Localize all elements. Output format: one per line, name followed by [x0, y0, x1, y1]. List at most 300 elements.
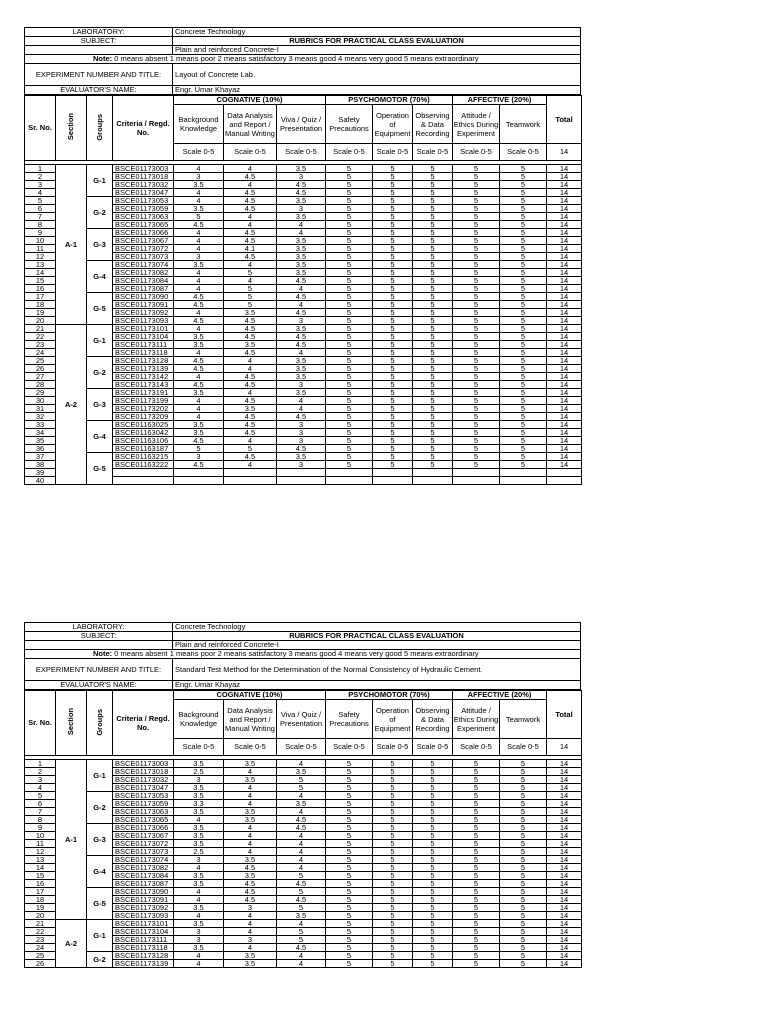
sr-no-cell: 18: [25, 896, 56, 904]
operation-score: 5: [373, 269, 413, 277]
viva-quiz-score: 4.5: [277, 944, 326, 952]
operation-score: 5: [373, 808, 413, 816]
viva-quiz-score: 3.5: [277, 269, 326, 277]
attitude-score: 5: [453, 165, 500, 173]
observing-score: 5: [413, 808, 453, 816]
background-knowledge-score: 4: [174, 285, 224, 293]
group-cell: G-3: [87, 389, 113, 421]
observing-score: 5: [413, 373, 453, 381]
attitude-score: 5: [453, 357, 500, 365]
background-knowledge-score: 3.5: [174, 760, 224, 768]
total-cell: 14: [547, 445, 582, 453]
total-cell: 14: [547, 768, 582, 776]
operation-score: 5: [373, 317, 413, 325]
total-cell: 14: [547, 856, 582, 864]
data-analysis-score: 4.5: [224, 189, 277, 197]
regd-no-cell: BSCE01173118: [113, 944, 174, 952]
total-cell: 14: [547, 165, 582, 173]
sr-no-cell: 1: [25, 760, 56, 768]
total-cell: 14: [547, 928, 582, 936]
operation-score: 5: [373, 165, 413, 173]
viva-quiz-score: 3: [277, 461, 326, 469]
group-cell: G-3: [87, 229, 113, 261]
data-analysis-score: 4: [224, 437, 277, 445]
operation-score: 5: [373, 325, 413, 333]
safety-score: 5: [326, 421, 373, 429]
safety-score: [326, 477, 373, 485]
regd-no-cell: BSCE01173139: [113, 960, 174, 968]
safety-score: [326, 469, 373, 477]
regd-no-cell: BSCE01173072: [113, 245, 174, 253]
affective-header: AFFECTIVE (20%): [453, 96, 547, 105]
total-cell: 14: [547, 461, 582, 469]
teamwork-score: 5: [500, 333, 547, 341]
observing-score: 5: [413, 800, 453, 808]
background-knowledge-score: 3.5: [174, 261, 224, 269]
regd-no-cell: BSCE01173111: [113, 936, 174, 944]
viva-quiz-score: 5: [277, 936, 326, 944]
attitude-score: [453, 477, 500, 485]
regd-no-cell: BSCE01173143: [113, 381, 174, 389]
table-row: [25, 952, 582, 960]
background-knowledge-score: 3.5: [174, 181, 224, 189]
background-knowledge-header: Background Knowledge: [174, 700, 224, 739]
operation-score: 5: [373, 421, 413, 429]
teamwork-score: 5: [500, 237, 547, 245]
safety-score: 5: [326, 840, 373, 848]
total-cell: 14: [547, 880, 582, 888]
attitude-score: 5: [453, 325, 500, 333]
regd-no-cell: BSCE01173101: [113, 920, 174, 928]
operation-score: 5: [373, 944, 413, 952]
safety-score: 5: [326, 301, 373, 309]
total-cell: [547, 477, 582, 485]
attitude-score: 5: [453, 453, 500, 461]
data-analysis-score: 4.5: [224, 453, 277, 461]
observing-score: 5: [413, 960, 453, 968]
viva-quiz-score: 3.5: [277, 261, 326, 269]
viva-quiz-score: 4: [277, 405, 326, 413]
teamwork-score: 5: [500, 840, 547, 848]
safety-score: 5: [326, 293, 373, 301]
viva-quiz-score: 3.5: [277, 213, 326, 221]
safety-score: 5: [326, 357, 373, 365]
sr-no-cell: 16: [25, 880, 56, 888]
scale-cell: Scale 0-5: [453, 144, 500, 161]
sr-no-cell: 32: [25, 413, 56, 421]
sr-no-cell: 8: [25, 221, 56, 229]
note-label: Note:: [93, 54, 113, 63]
total-cell: 14: [547, 413, 582, 421]
cognative-header: COGNATIVE (10%): [174, 96, 326, 105]
regd-no-cell: BSCE01173082: [113, 269, 174, 277]
data-analysis-score: 5: [224, 445, 277, 453]
attitude-score: 5: [453, 237, 500, 245]
scale-cell: Scale 0-5: [326, 144, 373, 161]
operation-score: 5: [373, 832, 413, 840]
background-knowledge-score: 3: [174, 776, 224, 784]
operation-score: 5: [373, 904, 413, 912]
sr-no-header: Sr. No.: [25, 691, 56, 756]
section-cell: A-1: [56, 760, 87, 920]
data-analysis-score: 4.5: [224, 373, 277, 381]
operation-score: 5: [373, 413, 413, 421]
attitude-score: 5: [453, 309, 500, 317]
regd-no-cell: BSCE01173003: [113, 165, 174, 173]
data-analysis-score: 3.5: [224, 776, 277, 784]
data-analysis-score: 3.5: [224, 816, 277, 824]
background-knowledge-score: 3.5: [174, 389, 224, 397]
operation-score: 5: [373, 824, 413, 832]
data-analysis-score: 4: [224, 389, 277, 397]
observing-score: 5: [413, 784, 453, 792]
data-analysis-score: 4: [224, 768, 277, 776]
data-analysis-score: 3.5: [224, 856, 277, 864]
attitude-score: 5: [453, 245, 500, 253]
data-analysis-score: 4: [224, 461, 277, 469]
operation-score: 5: [373, 952, 413, 960]
experiment-label: EXPERIMENT NUMBER AND TITLE:: [25, 659, 173, 681]
teamwork-score: 5: [500, 413, 547, 421]
safety-score: 5: [326, 309, 373, 317]
operation-score: 5: [373, 357, 413, 365]
regd-no-cell: [113, 469, 174, 477]
sr-no-cell: 17: [25, 888, 56, 896]
background-knowledge-score: 4: [174, 413, 224, 421]
total-cell: 14: [547, 197, 582, 205]
data-analysis-score: [224, 477, 277, 485]
total-cell: 14: [547, 429, 582, 437]
sr-no-cell: 21: [25, 325, 56, 333]
viva-quiz-score: 3.5: [277, 768, 326, 776]
operation-score: 5: [373, 792, 413, 800]
sr-no-cell: 13: [25, 261, 56, 269]
safety-score: 5: [326, 960, 373, 968]
observing-score: 5: [413, 413, 453, 421]
experiment-value: Standard Test Method for the Determination of the Normal Consistency of Hydraulic Cement.: [173, 659, 581, 681]
regd-no-cell: BSCE01173032: [113, 181, 174, 189]
experiment-label: EXPERIMENT NUMBER AND TITLE:: [25, 64, 173, 86]
background-knowledge-score: 3.5: [174, 429, 224, 437]
operation-score: 5: [373, 221, 413, 229]
attitude-score: 5: [453, 920, 500, 928]
regd-no-cell: BSCE01173047: [113, 189, 174, 197]
viva-quiz-score: 3.5: [277, 373, 326, 381]
sr-no-cell: 25: [25, 952, 56, 960]
laboratory-label: LABORATORY:: [25, 28, 173, 37]
safety-score: 5: [326, 333, 373, 341]
background-knowledge-score: 4: [174, 896, 224, 904]
viva-quiz-score: 4: [277, 229, 326, 237]
background-knowledge-score: 3: [174, 856, 224, 864]
attitude-score: 5: [453, 808, 500, 816]
section-cell: A-2: [56, 920, 87, 968]
safety-score: 5: [326, 389, 373, 397]
operation-score: 5: [373, 920, 413, 928]
sr-no-cell: 13: [25, 856, 56, 864]
background-knowledge-score: 3.3: [174, 800, 224, 808]
total-cell: 14: [547, 792, 582, 800]
viva-quiz-score: 4: [277, 960, 326, 968]
viva-quiz-score: 4.5: [277, 896, 326, 904]
total-cell: 14: [547, 205, 582, 213]
safety-score: 5: [326, 824, 373, 832]
group-cell: G-1: [87, 165, 113, 197]
safety-score: 5: [326, 461, 373, 469]
safety-score: 5: [326, 181, 373, 189]
attitude-score: 5: [453, 413, 500, 421]
cognative-header: COGNATIVE (10%): [174, 691, 326, 700]
viva-quiz-score: 4: [277, 301, 326, 309]
safety-score: 5: [326, 397, 373, 405]
scale-cell: Scale 0-5: [373, 739, 413, 756]
total-max-cell: 14: [547, 739, 582, 756]
observing-score: 5: [413, 349, 453, 357]
operation-score: 5: [373, 760, 413, 768]
attitude-score: [453, 469, 500, 477]
operation-score: 5: [373, 880, 413, 888]
data-analysis-score: 4: [224, 221, 277, 229]
teamwork-score: 5: [500, 904, 547, 912]
observing-score: 5: [413, 245, 453, 253]
note-text: 0 means absent 1 means poor 2 means satisfactory 3 means good 4 means very good 5 means extraordinary: [114, 649, 479, 658]
regd-no-cell: BSCE01173032: [113, 776, 174, 784]
safety-score: 5: [326, 848, 373, 856]
regd-no-cell: BSCE01173066: [113, 824, 174, 832]
teamwork-score: 5: [500, 341, 547, 349]
viva-quiz-score: 4.5: [277, 293, 326, 301]
attitude-score: 5: [453, 880, 500, 888]
background-knowledge-score: 4: [174, 245, 224, 253]
sr-no-cell: 24: [25, 349, 56, 357]
data-analysis-score: 4.5: [224, 413, 277, 421]
sr-no-cell: 26: [25, 365, 56, 373]
observing-score: 5: [413, 872, 453, 880]
regd-no-cell: BSCE01173065: [113, 816, 174, 824]
regd-no-cell: BSCE01173199: [113, 397, 174, 405]
teamwork-score: 5: [500, 912, 547, 920]
viva-quiz-score: 4.5: [277, 309, 326, 317]
table-row: [25, 824, 582, 832]
teamwork-score: 5: [500, 872, 547, 880]
teamwork-score: 5: [500, 293, 547, 301]
total-cell: 14: [547, 888, 582, 896]
teamwork-score: 5: [500, 373, 547, 381]
score-table: [24, 690, 582, 968]
data-analysis-score: 4: [224, 920, 277, 928]
total-cell: 14: [547, 373, 582, 381]
data-analysis-score: 4: [224, 181, 277, 189]
data-analysis-score: 4: [224, 912, 277, 920]
regd-no-cell: BSCE01173072: [113, 840, 174, 848]
attitude-score: 5: [453, 896, 500, 904]
safety-score: 5: [326, 437, 373, 445]
safety-score: 5: [326, 760, 373, 768]
regd-no-cell: BSCE01163106: [113, 437, 174, 445]
total-cell: 14: [547, 784, 582, 792]
background-knowledge-score: 4.5: [174, 301, 224, 309]
attitude-score: 5: [453, 189, 500, 197]
sr-no-cell: 23: [25, 936, 56, 944]
attitude-score: 5: [453, 285, 500, 293]
viva-quiz-score: 3.5: [277, 245, 326, 253]
regd-no-cell: BSCE01173092: [113, 904, 174, 912]
background-knowledge-score: 4: [174, 405, 224, 413]
attitude-score: 5: [453, 952, 500, 960]
regd-no-cell: BSCE01173082: [113, 864, 174, 872]
total-cell: 14: [547, 245, 582, 253]
teamwork-score: 5: [500, 888, 547, 896]
sr-no-cell: 7: [25, 213, 56, 221]
safety-score: 5: [326, 229, 373, 237]
viva-quiz-score: 3.5: [277, 165, 326, 173]
operation-score: 5: [373, 285, 413, 293]
attitude-score: 5: [453, 928, 500, 936]
observing-score: 5: [413, 421, 453, 429]
teamwork-score: 5: [500, 205, 547, 213]
regd-no-cell: BSCE01173074: [113, 261, 174, 269]
viva-quiz-score: 4: [277, 808, 326, 816]
attitude-score: 5: [453, 405, 500, 413]
operation-score: 5: [373, 373, 413, 381]
teamwork-score: 5: [500, 197, 547, 205]
background-knowledge-score: 4: [174, 229, 224, 237]
viva-quiz-score: 4: [277, 832, 326, 840]
regd-no-cell: BSCE01173139: [113, 365, 174, 373]
viva-quiz-score: 5: [277, 784, 326, 792]
group-cell: G-4: [87, 261, 113, 293]
data-analysis-score: 3.5: [224, 405, 277, 413]
teamwork-score: 5: [500, 461, 547, 469]
observing-data-header: Observing & Data Recording: [413, 700, 453, 739]
observing-score: 5: [413, 816, 453, 824]
regd-no-cell: BSCE01173087: [113, 285, 174, 293]
regd-no-cell: BSCE01173090: [113, 888, 174, 896]
regd-no-cell: BSCE01173074: [113, 856, 174, 864]
teamwork-score: 5: [500, 928, 547, 936]
table-row: [25, 229, 582, 237]
safety-score: 5: [326, 237, 373, 245]
background-knowledge-score: 4: [174, 237, 224, 245]
sr-no-cell: 18: [25, 301, 56, 309]
regd-no-cell: BSCE01173003: [113, 760, 174, 768]
total-cell: 14: [547, 848, 582, 856]
attitude-score: 5: [453, 437, 500, 445]
sr-no-cell: 9: [25, 229, 56, 237]
teamwork-score: 5: [500, 816, 547, 824]
sr-no-cell: 12: [25, 253, 56, 261]
regd-no-cell: BSCE01173018: [113, 768, 174, 776]
observing-score: 5: [413, 221, 453, 229]
sr-no-cell: 17: [25, 293, 56, 301]
teamwork-score: 5: [500, 880, 547, 888]
observing-data-header: Observing & Data Recording: [413, 105, 453, 144]
regd-no-cell: BSCE01173063: [113, 213, 174, 221]
scale-cell: Scale 0-5: [277, 144, 326, 161]
teamwork-score: 5: [500, 952, 547, 960]
safety-score: 5: [326, 429, 373, 437]
sr-no-cell: 22: [25, 333, 56, 341]
total-cell: 14: [547, 189, 582, 197]
observing-score: 5: [413, 936, 453, 944]
regd-no-cell: BSCE01173090: [113, 293, 174, 301]
total-cell: [547, 469, 582, 477]
operation-score: 5: [373, 229, 413, 237]
subject-label: SUBJECT:: [25, 37, 173, 46]
safety-score: 5: [326, 317, 373, 325]
regd-no-cell: BSCE01163025: [113, 421, 174, 429]
teamwork-score: 5: [500, 856, 547, 864]
viva-quiz-score: 3.5: [277, 365, 326, 373]
regd-no-cell: BSCE01173093: [113, 317, 174, 325]
teamwork-score: 5: [500, 269, 547, 277]
teamwork-score: 5: [500, 864, 547, 872]
sr-no-cell: 4: [25, 189, 56, 197]
sr-no-cell: 2: [25, 768, 56, 776]
attitude-score: 5: [453, 229, 500, 237]
operation-score: 5: [373, 856, 413, 864]
safety-score: 5: [326, 952, 373, 960]
viva-quiz-header: Viva / Quiz / Presentation: [277, 700, 326, 739]
regd-no-cell: BSCE01173084: [113, 872, 174, 880]
regd-no-cell: BSCE01173128: [113, 357, 174, 365]
operation-score: 5: [373, 405, 413, 413]
sr-no-cell: 15: [25, 277, 56, 285]
note-text: 0 means absent 1 means poor 2 means satisfactory 3 means good 4 means very good 5 means extraordinary: [114, 54, 479, 63]
observing-score: 5: [413, 173, 453, 181]
total-cell: 14: [547, 800, 582, 808]
viva-quiz-score: 4: [277, 760, 326, 768]
viva-quiz-score: 4: [277, 792, 326, 800]
safety-score: 5: [326, 381, 373, 389]
safety-score: 5: [326, 213, 373, 221]
total-cell: 14: [547, 333, 582, 341]
scale-cell: Scale 0-5: [326, 739, 373, 756]
operation-score: 5: [373, 912, 413, 920]
note-label: Note:: [93, 649, 113, 658]
data-analysis-score: 4: [224, 357, 277, 365]
viva-quiz-score: 4: [277, 221, 326, 229]
safety-score: 5: [326, 445, 373, 453]
safety-score: 5: [326, 888, 373, 896]
background-knowledge-score: 5: [174, 445, 224, 453]
background-knowledge-score: 4: [174, 816, 224, 824]
table-row: [25, 197, 582, 205]
data-analysis-score: 4.5: [224, 237, 277, 245]
data-analysis-score: 4.5: [224, 173, 277, 181]
teamwork-score: 5: [500, 397, 547, 405]
data-analysis-score: 3.5: [224, 808, 277, 816]
observing-score: 5: [413, 856, 453, 864]
regd-no-cell: BSCE01173084: [113, 277, 174, 285]
regd-no-cell: BSCE01173142: [113, 373, 174, 381]
background-knowledge-score: 4.5: [174, 221, 224, 229]
safety-score: 5: [326, 880, 373, 888]
table-row: [25, 453, 582, 461]
viva-quiz-header: Viva / Quiz / Presentation: [277, 105, 326, 144]
observing-score: 5: [413, 277, 453, 285]
observing-score: 5: [413, 912, 453, 920]
sr-no-cell: 20: [25, 317, 56, 325]
data-analysis-score: 4: [224, 944, 277, 952]
total-max-cell: 14: [547, 144, 582, 161]
regd-no-cell: BSCE01173104: [113, 928, 174, 936]
observing-score: 5: [413, 365, 453, 373]
operation-score: 5: [373, 181, 413, 189]
viva-quiz-score: 4.5: [277, 341, 326, 349]
observing-score: 5: [413, 389, 453, 397]
data-analysis-score: 4.5: [224, 864, 277, 872]
